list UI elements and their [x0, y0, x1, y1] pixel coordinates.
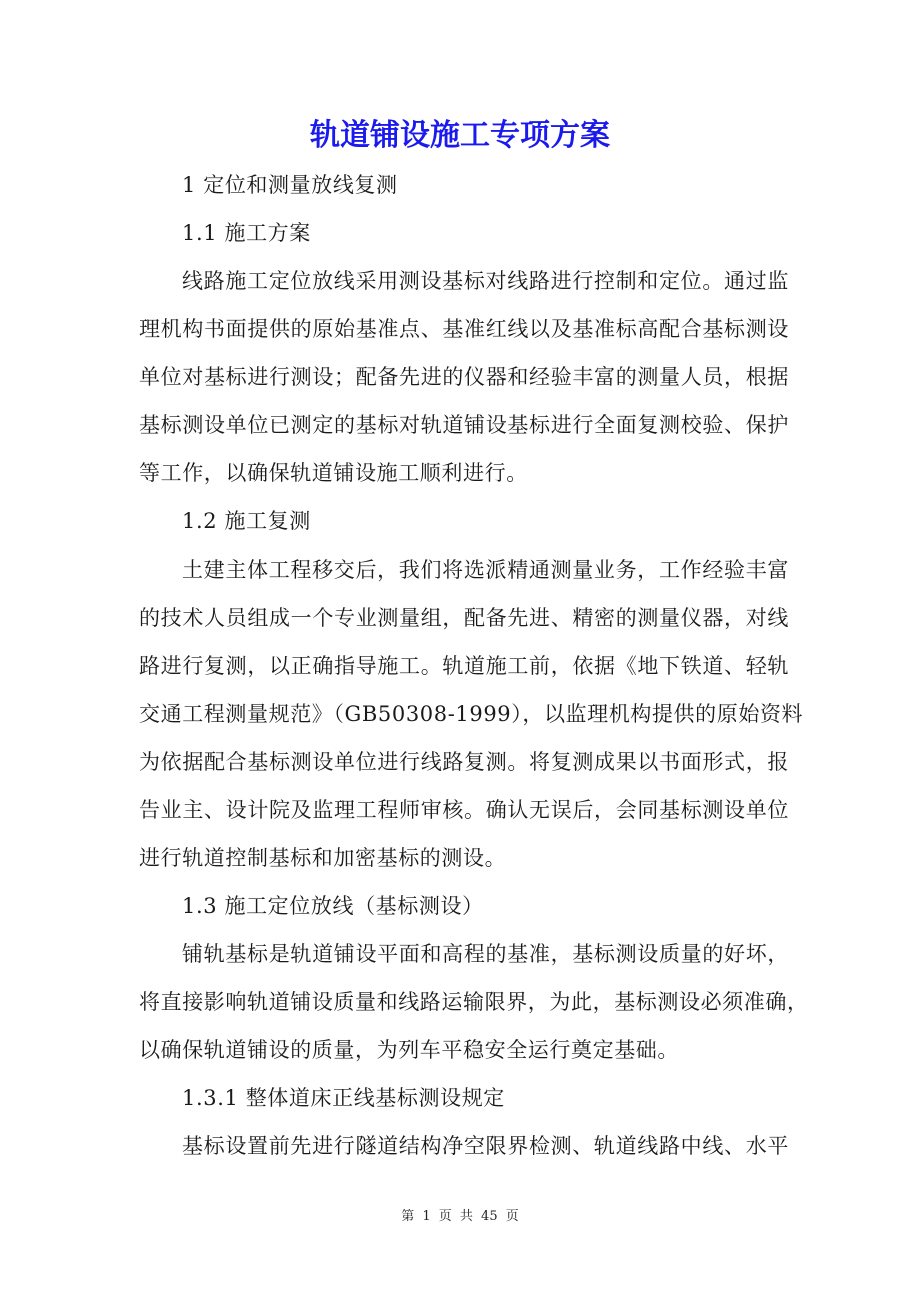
paragraph-line: 将直接影响轨道铺设质量和线路运输限界，为此，基标测设必须准确，	[139, 990, 809, 1014]
paragraph-line: 进行轨道控制基标和加密基标的测设。	[139, 846, 507, 870]
paragraph-line: 告业主、设计院及监理工程师审核。确认无误后，会同基标测设单位	[139, 798, 789, 822]
paragraph-line: 等工作，以确保轨道铺设施工顺利进行。	[139, 461, 528, 485]
paragraph-line: 基标设置前先进行隧道结构净空限界检测、轨道线路中线、水平	[182, 1134, 789, 1158]
section-heading: 1.3 施工定位放线（基标测设）	[182, 894, 484, 918]
paragraph-line: 理机构书面提供的原始基准点、基准红线以及基准标高配合基标测设	[139, 317, 789, 341]
section-heading: 1 定位和测量放线复测	[182, 173, 398, 197]
document-title: 轨道铺设施工专项方案	[310, 118, 610, 153]
paragraph-line: 以确保轨道铺设的质量，为列车平稳安全运行奠定基础。	[139, 1038, 679, 1062]
section-heading: 1.2 施工复测	[182, 509, 311, 533]
paragraph-line: 铺轨基标是轨道铺设平面和高程的基准，基标测设质量的好坏，	[182, 942, 789, 966]
paragraph-line: 基标测设单位已测定的基标对轨道铺设基标进行全面复测校验、保护	[139, 413, 789, 437]
section-heading: 1.1 施工方案	[182, 221, 311, 245]
paragraph-line: 路进行复测，以正确指导施工。轨道施工前，依据《地下铁道、轻轨	[139, 654, 789, 678]
paragraph-line: 土建主体工程移交后，我们将选派精通测量业务，工作经验丰富	[182, 558, 789, 582]
paragraph-line: 交通工程测量规范》（GB50308-1999），以监理机构提供的原始资料	[139, 702, 804, 726]
paragraph-line: 线路施工定位放线采用测设基标对线路进行控制和定位。通过监	[182, 269, 789, 293]
paragraph-line: 的技术人员组成一个专业测量组，配备先进、精密的测量仪器，对线	[139, 606, 789, 630]
page-footer: 第 1 页 共 45 页	[401, 1209, 519, 1224]
section-heading: 1.3.1 整体道床正线基标测设规定	[182, 1086, 505, 1110]
paragraph-line: 为依据配合基标测设单位进行线路复测。将复测成果以书面形式，报	[139, 750, 789, 774]
paragraph-line: 单位对基标进行测设；配备先进的仪器和经验丰富的测量人员，根据	[139, 365, 789, 389]
